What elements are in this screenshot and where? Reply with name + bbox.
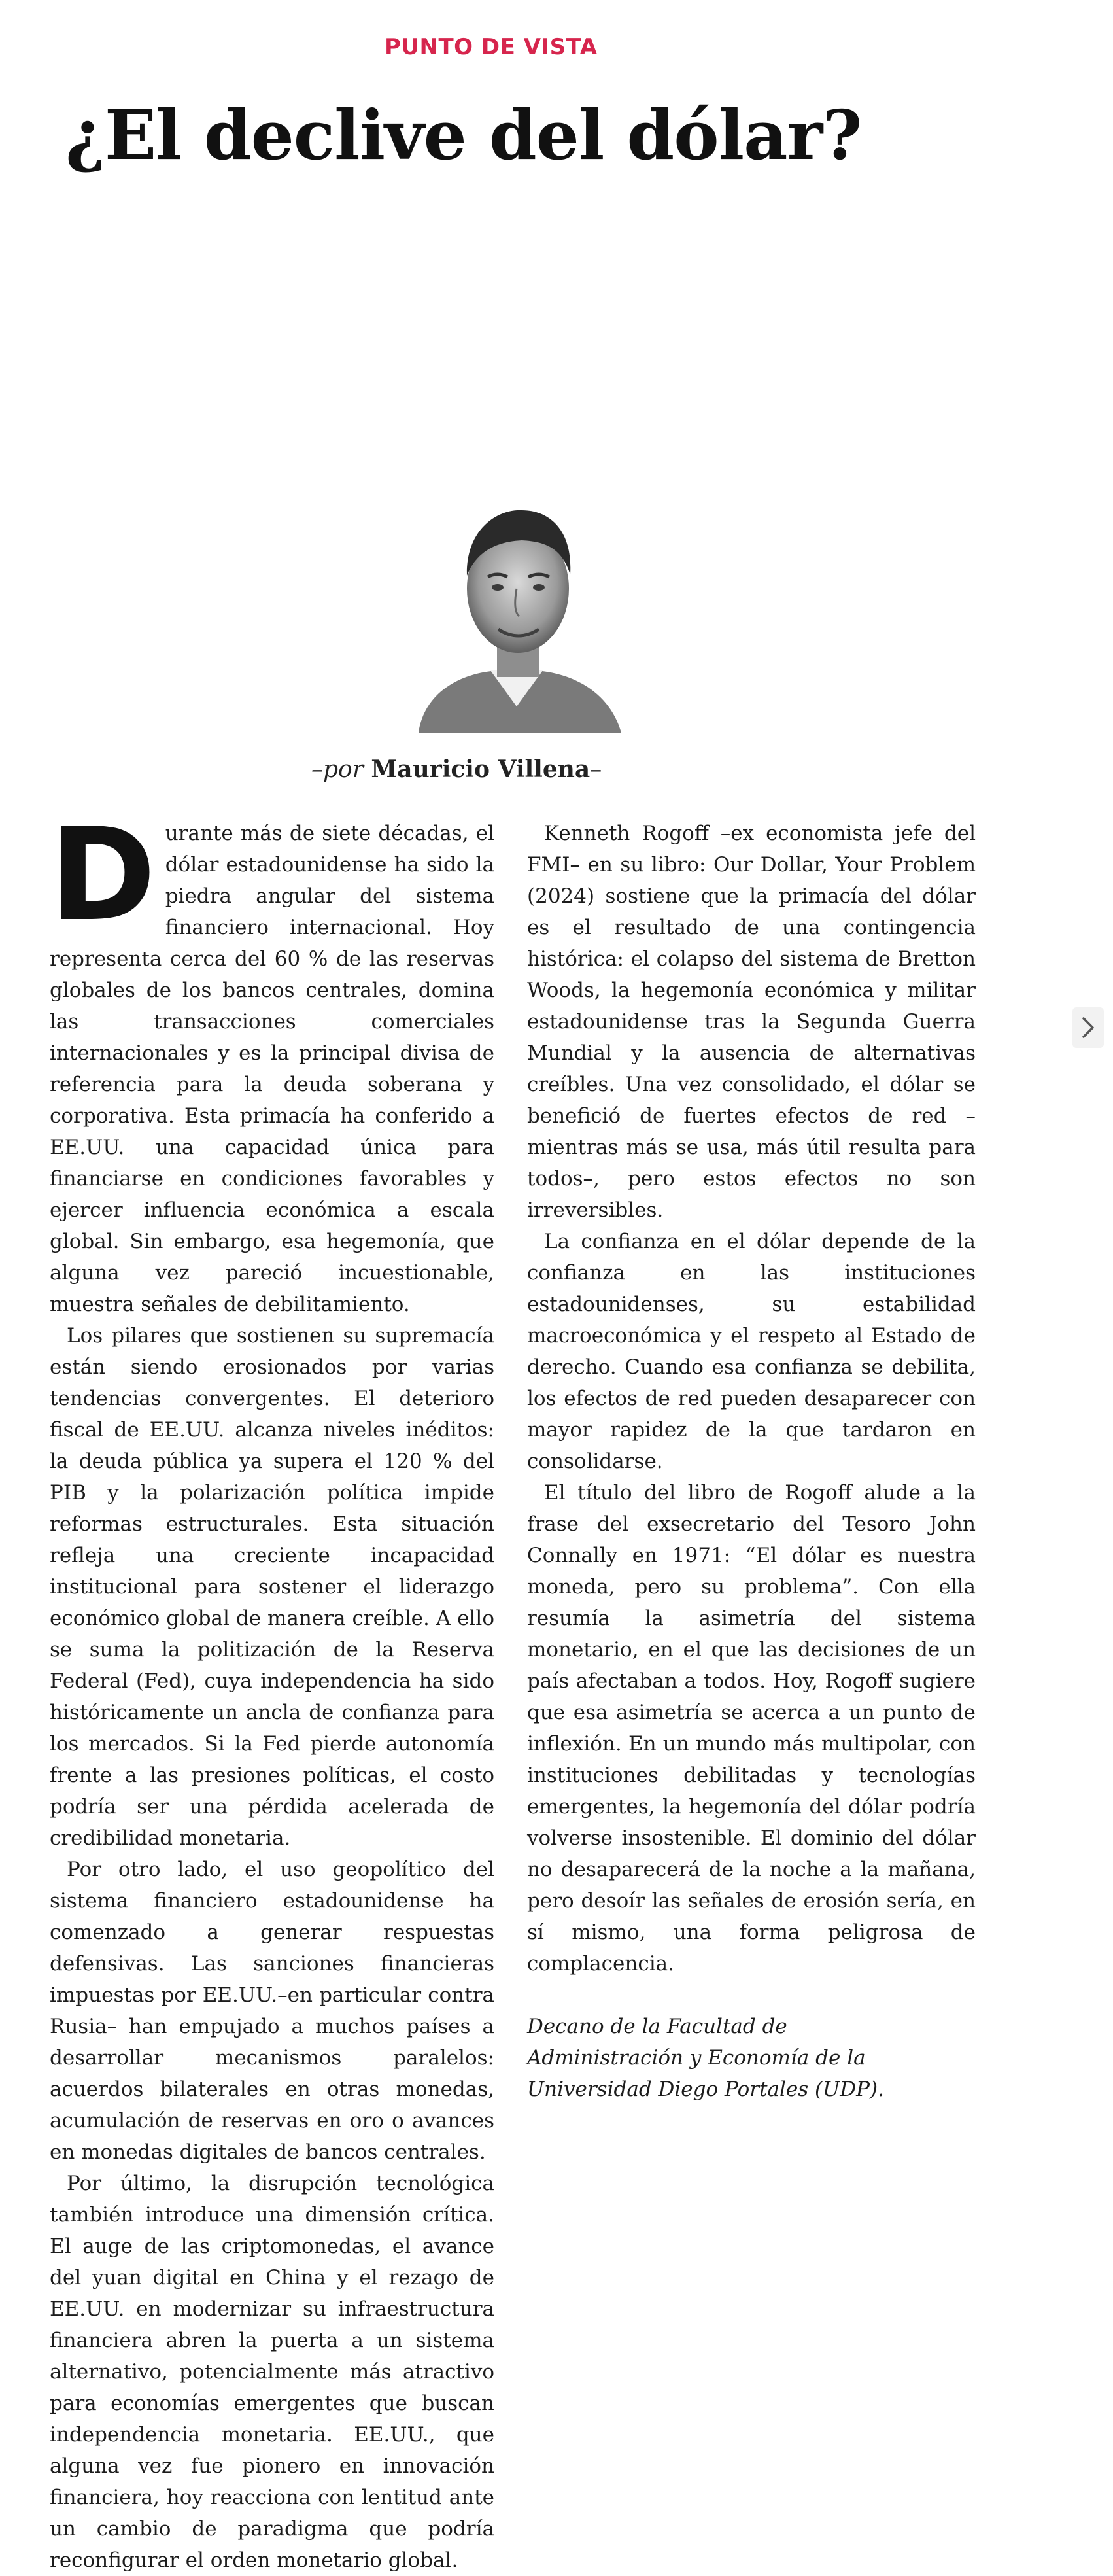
paragraph-1-text: urante más de siete décadas, el dólar estadounidense ha sido la piedra angular del sistema financiero internacional. Hoy representa cerca del 60 % de las reservas globales de los bancos centrales, domina las transacciones comerciales internacionales y es la principal divisa de referencia para la deuda soberana y corporativa. Esta primacía ha conferido a EE.UU. una capacidad única para financiarse en condiciones favorables y ejercer influencia económica a escala global. Sin embargo, esa hegemonía, que alguna vez pareció incuestionable, muestra señales de debilitamiento. <box>50 822 494 1316</box>
article-column-right <box>527 818 976 2105</box>
drop-cap: D <box>50 801 156 950</box>
paragraph-2: Los pilares que sostienen su supremacía están siendo erosionados por varias tendencias convergentes. El deterioro fiscal de EE.UU. alcanza niveles inéditos: la deuda pública ya supera el 120 % del PIB y la polarización política impide reformas estructurales. Esta situación refleja una creciente incapacidad institucional para sostener el liderazgo económico global de manera creíble. A ello se suma la politización de la Reserva Federal (Fed), cuya independencia ha sido históricamente un ancla de confianza para los mercados. Si la Fed pierde autonomía frente a las presiones políticas, el costo podría ser una pérdida acelerada de credibilidad monetaria. <box>50 1324 494 1850</box>
article-column-left <box>50 801 494 2576</box>
author-affiliation <box>527 2011 976 2105</box>
byline-prefix: –por <box>311 756 364 783</box>
chevron-right-icon <box>1080 1015 1097 1041</box>
paragraph-6: La confianza en el dólar depende de la confianza en las instituciones estadounidenses, su estabilidad macroeconómica y el respeto al Estado de derecho. Cuando esa confianza se debilita, los efectos de red pueden desaparecer con mayor rapidez de la que tardaron en consolidarse. <box>527 1230 976 1473</box>
byline-suffix: – <box>590 756 602 783</box>
affiliation-line-1: Decano de la Facultad de <box>527 2015 787 2038</box>
paragraph-5: Kenneth Rogoff –ex economista jefe del FMI– en su libro: Our Dollar, Your Problem (2024) sostiene que la primacía del dólar es el resultado de una contingencia histórica: el colapso del sistema de Bretton Woods, la hegemonía económica y militar estadounidense tras la Segunda Guerra Mundial y la ausencia de alternativas creíbles. Una vez consolidado, el dólar se benefició de fuertes efectos de red –mientras más se usa, más útil resulta para todos–, pero estos efectos no son irreversibles. <box>527 822 976 1222</box>
article-title: ¿El declive del dólar? <box>65 95 862 175</box>
next-page-button[interactable] <box>1072 1007 1104 1048</box>
paragraph-4: Por último, la disrupción tecnológica también introduce una dimensión crítica. El auge de las criptomonedas, el avance del yuan digital en China y el rezago de EE.UU. en modernizar su infraestructura financiera abren la puerta a un sistema alternativo, potencialmente más atractivo para economías emergentes que buscan independencia monetaria. EE.UU., que alguna vez fue pionero en innovación financiera, hoy reacciona con lentitud ante un cambio de paradigma que podría reconfigurar el orden monetario global. <box>50 2172 494 2572</box>
paragraph-7: El título del libro de Rogoff alude a la frase del exsecretario del Tesoro John Connally en 1971: “El dólar es nuestra moneda, pero su problema”. Con ella resumía la asimetría del sistema monetario, en el que las decisiones de un país afectaban a todos. Hoy, Rogoff sugiere que esa asimetría se acerca a un punto de inflexión. En un mundo más multipolar, con instituciones debilitadas y tecnologías emergentes, la hegemonía del dólar podría volverse insostenible. El dominio del dólar no desaparecerá de la noche a la mañana, pero desoír las señales de erosión sería, en sí mismo, una forma peligrosa de complacencia. <box>527 1481 976 1976</box>
paragraph-1 <box>50 801 494 1320</box>
author-name: Mauricio Villena <box>371 756 591 783</box>
affiliation-line-2: Administración y Economía de la <box>527 2046 866 2070</box>
byline <box>311 756 638 783</box>
affiliation-line-3: Universidad Diego Portales (UDP). <box>527 2078 884 2101</box>
section-kicker: PUNTO DE VISTA <box>385 34 598 60</box>
author-portrait <box>405 491 628 733</box>
paragraph-3: Por otro lado, el uso geopolítico del sistema financiero estadounidense ha comenzado a generar respuestas defensivas. Las sanciones financieras impuestas por EE.UU.–en particular contra Rusia– han empujado a muchos países a desarrollar mecanismos paralelos: acuerdos bilaterales en otras monedas, acumulación de reservas en oro o avances en monedas digitales de bancos centrales. <box>50 1858 494 2164</box>
